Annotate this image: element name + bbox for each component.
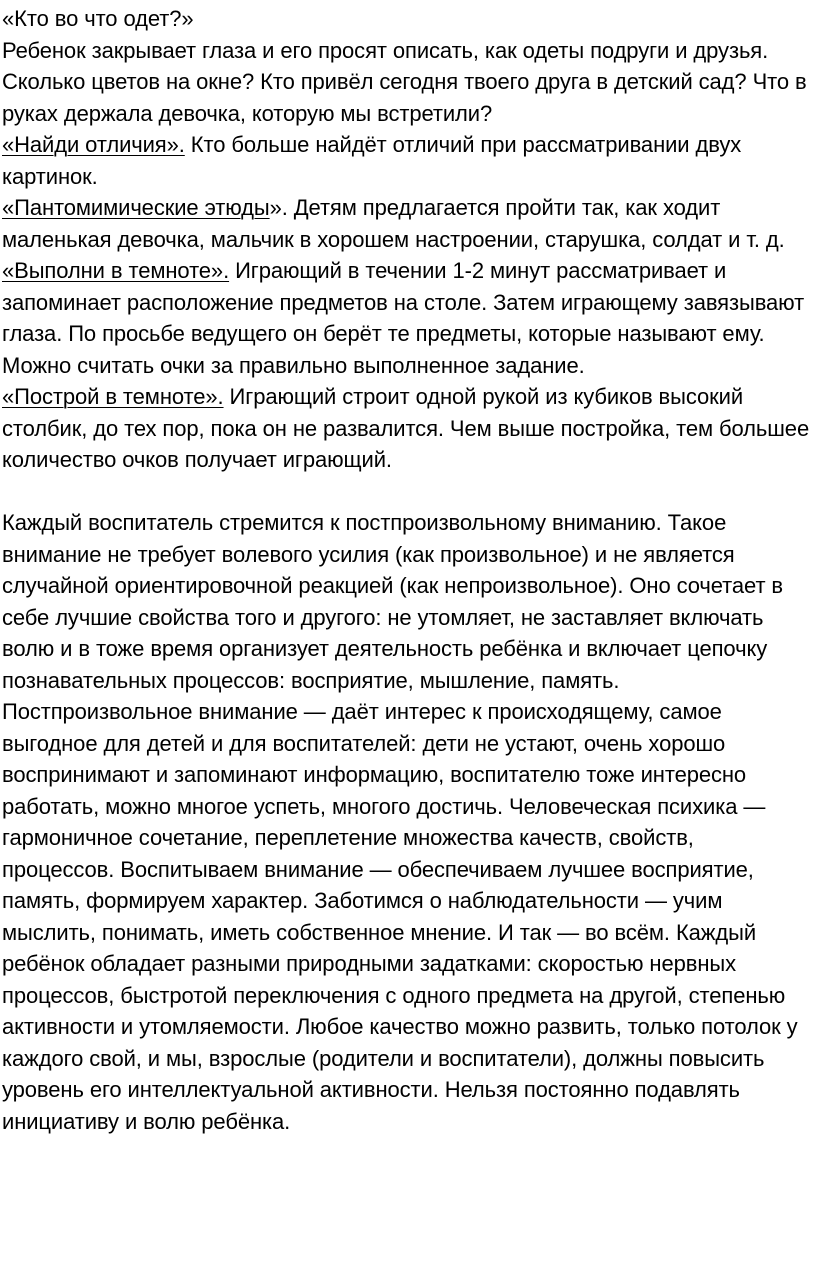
game-title-find-differences: «Найди отличия».: [2, 132, 185, 157]
game-do-in-dark: [2, 255, 812, 381]
game-title-pantomime-tail: ».: [269, 195, 288, 220]
closing-paragraph: Каждый воспитатель стремится к постпроизвольному вниманию. Такое внимание не требует волевого усилия (как произвольное) и не является случайной ориентировочной реакцией (как непроизвольное). Оно сочетает в себе лучшие свойства того и другого: не утомляет, не заставляет включать волю и в тоже время организует деятельность ребёнка и включает цепочку познавательных процессов: восприятие, мышление, память. Постпроизвольное внимание — даёт интерес к происходящему, самое выгодное для детей и для воспитателей: дети не устают, очень хорошо воспринимают и запоминают информацию, воспитателю тоже интересно работать, можно многое успеть, многого достичь. Человеческая психика — гармоничное сочетание, переплетение множества качеств, свойств, процессов. Воспитываем внимание — обеспечиваем лучшее восприятие, память, формируем характер. Заботимся о наблюдательности — учим мыслить, понимать, иметь собственное мнение. И так — во всём. Каждый ребёнок обладает разными природными задатками: скоростью нервных процессов, быстротой переключения с одного предмета на другой, степенью активности и утомляемости. Любое качество можно развить, только потолок у каждого свой, и мы, взрослые (родители и воспитатели), должны повысить уровень его интеллектуальной активности. Нельзя постоянно подавлять инициативу и волю ребёнка.: [2, 510, 798, 1134]
game-title-do-in-dark: «Выполни в темноте».: [2, 258, 230, 283]
game-description-pantomime: Детям предлагается пройти так, как ходит маленькая девочка, мальчик в хорошем настроении, старушка, солдат и т. д.: [2, 195, 785, 252]
game-pantomime: [2, 192, 812, 255]
game-description-find-differences: Кто больше найдёт отличий при рассматривании двух картинок.: [2, 132, 742, 189]
game-build-in-dark: [2, 381, 812, 476]
game-find-differences: [2, 129, 812, 192]
game-description-who-wears-what: Ребенок закрывает глаза и его просят описать, как одеты подруги и друзья. Сколько цветов на окне? Кто привёл сегодня твоего друга в детский сад? Что в руках держала девочка, которую мы встретили?: [2, 37, 807, 126]
game-description-do-in-dark: Играющий в течении 1-2 минут рассматривает и запоминает расположение предметов на столе. Затем играющему завязывают глаза. По просьбе ведущего он берёт те предметы, которые называют ему. Можно считать очки за правильно выполненное задание.: [2, 258, 805, 378]
game-title-build-in-dark: «Построй в темноте».: [2, 384, 224, 409]
game-description-build-in-dark: Играющий строит одной рукой из кубиков высокий столбик, до тех пор, пока он не развалится. Чем выше постройка, тем большее количество очков получает играющий.: [2, 384, 810, 472]
game-title-pantomime: «Пантомимические этюды: [2, 195, 270, 220]
game-title-who-wears-what: «Кто во что одет?»: [2, 6, 194, 31]
paragraph-spacer: [2, 476, 812, 508]
